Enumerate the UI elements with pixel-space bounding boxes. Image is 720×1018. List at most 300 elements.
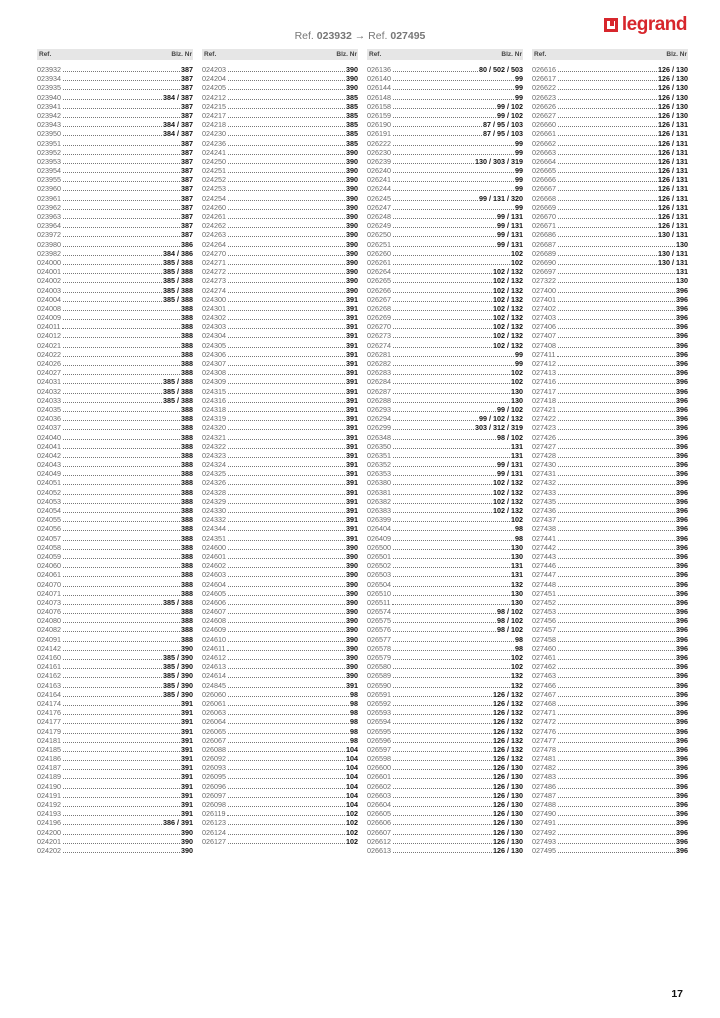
ref-number: 024604 (202, 579, 226, 589)
page-reference: 388 (181, 487, 193, 497)
page-reference: 396 (676, 404, 688, 414)
page-reference: 387 (181, 138, 193, 148)
page-reference: 102 / 132 (493, 294, 523, 304)
dot-leader (558, 347, 675, 348)
ref-number: 026351 (367, 450, 391, 460)
page-reference: 396 (676, 689, 688, 699)
page-reference: 396 (676, 496, 688, 506)
page-reference: 391 (346, 395, 358, 405)
index-row (367, 671, 523, 680)
dot-leader (228, 484, 345, 485)
dot-leader (228, 337, 345, 338)
dot-leader (228, 429, 345, 430)
index-row (367, 607, 523, 616)
index-row (37, 240, 193, 249)
index-row (37, 671, 193, 680)
ref-number: 027477 (532, 735, 556, 745)
index-row (37, 405, 193, 414)
ref-number: 026191 (367, 129, 391, 139)
page-reference: 98 / 102 (497, 625, 523, 635)
dot-leader (558, 576, 675, 577)
index-row (367, 451, 523, 460)
page-reference: 126 / 132 (493, 735, 523, 745)
page-reference: 391 (181, 790, 193, 800)
reference-range-header (0, 30, 720, 42)
dot-leader (558, 769, 675, 770)
index-row (37, 331, 193, 340)
index-row (202, 782, 358, 791)
page-reference: 99 / 131 (497, 460, 523, 470)
index-row (37, 800, 193, 809)
ref-number: 026593 (367, 708, 391, 718)
ref-number: 024187 (37, 763, 61, 773)
page-reference: 391 (346, 340, 358, 350)
index-row (37, 745, 193, 754)
page-reference: 396 (676, 423, 688, 433)
ref-number: 024191 (37, 790, 61, 800)
index-row (202, 837, 358, 846)
ref-number: 024252 (202, 175, 226, 185)
page-reference: 388 (181, 404, 193, 414)
page-reference: 98 (515, 524, 523, 534)
page-reference: 388 (181, 478, 193, 488)
page-reference: 391 (181, 735, 193, 745)
ref-number: 027437 (532, 515, 556, 525)
index-row (367, 331, 523, 340)
ref-number: 027447 (532, 570, 556, 580)
page-reference: 396 (676, 414, 688, 424)
page-reference: 388 (181, 607, 193, 617)
index-row (532, 837, 688, 846)
brand-name: legrand (621, 14, 687, 35)
ref-number: 024324 (202, 460, 226, 470)
dot-leader (228, 742, 349, 743)
ref-number: 024344 (202, 524, 226, 534)
ref-number: 027467 (532, 689, 556, 699)
ref-number: 026274 (367, 340, 391, 350)
dot-leader (393, 530, 514, 531)
ref-number: 024607 (202, 607, 226, 617)
page-reference: 99 / 102 (497, 404, 523, 414)
page-reference: 390 (346, 221, 358, 231)
ref-number: 026600 (367, 763, 391, 773)
index-row (202, 304, 358, 313)
page-reference: 385 (346, 101, 358, 111)
ref-number: 023972 (37, 230, 61, 240)
page-reference: 130 / 131 (658, 257, 688, 267)
ref-number: 024091 (37, 634, 61, 644)
index-row (202, 543, 358, 552)
dot-leader (393, 595, 510, 596)
ref-number: 023955 (37, 175, 61, 185)
dot-leader (63, 760, 180, 761)
ref-number: 024174 (37, 698, 61, 708)
index-row (37, 763, 193, 772)
page-reference: 126 / 130 (658, 65, 688, 74)
dot-leader (228, 668, 345, 669)
page-reference: 98 (350, 698, 358, 708)
index-row (367, 341, 523, 350)
index-row (37, 249, 193, 258)
index-row (202, 644, 358, 653)
dot-leader (558, 117, 657, 118)
ref-number: 024270 (202, 248, 226, 258)
page-reference: 390 (346, 671, 358, 681)
dot-leader (228, 641, 345, 642)
dot-leader (393, 108, 496, 109)
page-reference: 385 / 388 (163, 267, 193, 277)
index-row (37, 460, 193, 469)
dot-leader (393, 540, 514, 541)
dot-leader (558, 797, 675, 798)
index-row (37, 74, 193, 83)
page-reference: 385 / 390 (163, 680, 193, 690)
ref-number: 024606 (202, 597, 226, 607)
page-reference: 384 / 387 (163, 120, 193, 130)
index-row (37, 258, 193, 267)
dot-leader (558, 457, 675, 458)
dot-leader (63, 788, 180, 789)
ref-number: 026667 (532, 184, 556, 194)
ref-number: 026097 (202, 790, 226, 800)
page-reference: 396 (676, 662, 688, 672)
page-reference: 391 (181, 763, 193, 773)
ref-number: 026288 (367, 395, 391, 405)
index-row (37, 662, 193, 671)
page-reference: 102 / 132 (493, 506, 523, 515)
page-reference: 390 (346, 212, 358, 221)
index-row (367, 534, 523, 543)
page-reference: 390 (346, 230, 358, 240)
page-reference: 130 (511, 395, 523, 405)
page-reference: 391 (346, 450, 358, 460)
index-row (367, 644, 523, 653)
dot-leader (228, 145, 345, 146)
index-row (37, 368, 193, 377)
index-row (202, 580, 358, 589)
index-row (367, 368, 523, 377)
page-reference: 396 (676, 551, 688, 561)
index-row (367, 478, 523, 487)
page-reference: 396 (676, 542, 688, 552)
index-row (37, 65, 193, 74)
index-row (37, 708, 193, 717)
ref-number: 024320 (202, 423, 226, 433)
page-reference: 126 / 132 (493, 717, 523, 727)
ref-number: 026250 (367, 230, 391, 240)
ref-number: 026267 (367, 294, 391, 304)
page-reference: 98 / 102 (497, 432, 523, 442)
index-row (37, 635, 193, 644)
index-row (367, 570, 523, 579)
index-row (532, 230, 688, 239)
page-reference: 102 / 132 (493, 285, 523, 295)
index-row (367, 717, 523, 726)
ref-number: 023951 (37, 138, 61, 148)
page-reference: 396 (676, 818, 688, 828)
index-row (367, 139, 523, 148)
ref-number: 024057 (37, 533, 61, 543)
ref-number: 026595 (367, 726, 391, 736)
ref-number: 026404 (367, 524, 391, 534)
index-row (367, 837, 523, 846)
index-row (532, 120, 688, 129)
index-row (532, 93, 688, 102)
dot-leader (558, 172, 657, 173)
ref-number: 026268 (367, 303, 391, 313)
dot-leader (393, 576, 510, 577)
page-reference: 99 / 131 (497, 469, 523, 479)
page-reference: 388 (181, 496, 193, 506)
page-reference: 396 (676, 671, 688, 681)
dot-leader (63, 99, 162, 100)
index-row (532, 331, 688, 340)
index-row (367, 414, 523, 423)
index-row (202, 451, 358, 460)
page-reference: 396 (676, 395, 688, 405)
dot-leader (63, 475, 180, 476)
page-reference: 98 (350, 726, 358, 736)
page-reference: 102 (346, 836, 358, 846)
index-row (202, 350, 358, 359)
index-row (532, 166, 688, 175)
index-row (532, 818, 688, 827)
ref-number: 024307 (202, 359, 226, 368)
ref-number: 024610 (202, 634, 226, 644)
dot-leader (393, 769, 492, 770)
dot-leader (228, 310, 345, 311)
dot-leader (558, 687, 675, 688)
dot-leader (63, 218, 180, 219)
page-reference: 396 (676, 340, 688, 350)
dot-leader (228, 236, 345, 237)
page-reference: 126 / 130 (493, 845, 523, 855)
ref-number: 024032 (37, 386, 61, 396)
index-row (532, 745, 688, 754)
dot-leader (558, 255, 657, 256)
page-reference: 388 (181, 570, 193, 580)
page-reference: 98 (350, 735, 358, 745)
dot-leader (63, 540, 180, 541)
dot-leader (558, 503, 675, 504)
page-reference: 396 (676, 460, 688, 470)
ref-number: 023934 (37, 74, 61, 84)
index-row (37, 111, 193, 120)
dot-leader (393, 677, 510, 678)
index-row (367, 286, 523, 295)
ref-number: 024212 (202, 92, 226, 102)
dot-leader (558, 631, 675, 632)
header-ref: Ref. (204, 51, 217, 58)
index-column (202, 49, 358, 855)
dot-leader (558, 705, 675, 706)
ref-number: 027416 (532, 377, 556, 387)
dot-leader (228, 411, 345, 412)
ref-number: 026399 (367, 515, 391, 525)
index-row (532, 139, 688, 148)
dot-leader (393, 246, 496, 247)
dot-leader (393, 181, 514, 182)
dot-leader (63, 439, 180, 440)
index-row (202, 570, 358, 579)
dot-leader (558, 677, 675, 678)
dot-leader (63, 393, 162, 394)
dot-leader (63, 429, 180, 430)
page-reference: 126 / 130 (493, 800, 523, 809)
page-reference: 131 (511, 561, 523, 571)
page-reference: 390 (346, 202, 358, 212)
ref-number: 024845 (202, 680, 226, 690)
ref-number: 024035 (37, 404, 61, 414)
ref-number: 024041 (37, 441, 61, 451)
index-row (37, 451, 193, 460)
ref-number: 026064 (202, 717, 226, 727)
index-row (532, 727, 688, 736)
dot-leader (63, 604, 162, 605)
index-row (202, 662, 358, 671)
ref-number: 026689 (532, 248, 556, 258)
header-page: Blz. Nr (501, 51, 522, 58)
dot-leader (558, 71, 657, 72)
ref-number: 026660 (532, 120, 556, 130)
ref-number: 024602 (202, 561, 226, 571)
dot-leader (228, 402, 345, 403)
page-reference: 102 (511, 368, 523, 378)
index-row (367, 350, 523, 359)
dot-leader (558, 200, 657, 201)
dot-leader (558, 264, 657, 265)
index-row (532, 240, 688, 249)
dot-leader (393, 439, 496, 440)
page-reference: 391 (346, 506, 358, 515)
index-row (202, 166, 358, 175)
page-reference: 98 (515, 643, 523, 653)
page-reference: 130 / 131 (658, 230, 688, 240)
ref-number: 024251 (202, 166, 226, 176)
index-row (367, 754, 523, 763)
dot-leader (228, 769, 345, 770)
ref-number: 024196 (37, 818, 61, 828)
index-row (202, 607, 358, 616)
dot-leader (393, 549, 510, 550)
page-reference: 126 / 130 (658, 101, 688, 111)
page-reference: 390 (346, 561, 358, 571)
page-reference: 102 / 132 (493, 478, 523, 488)
ref-number: 024160 (37, 653, 61, 662)
index-row (202, 359, 358, 368)
dot-leader (393, 448, 510, 449)
ref-number: 024036 (37, 414, 61, 424)
index-row (532, 322, 688, 331)
ref-number: 024351 (202, 533, 226, 543)
ref-number: 024322 (202, 441, 226, 451)
index-row (37, 396, 193, 405)
index-row (202, 102, 358, 111)
ref-number: 024611 (202, 643, 226, 653)
page-reference: 390 (346, 285, 358, 295)
dot-leader (228, 797, 345, 798)
index-row (367, 258, 523, 267)
index-row (202, 488, 358, 497)
ref-number: 026148 (367, 92, 391, 102)
index-row (532, 690, 688, 699)
index-row (532, 763, 688, 772)
dot-leader (63, 494, 180, 495)
index-row (532, 129, 688, 138)
ref-number: 024321 (202, 432, 226, 442)
ref-number: 027443 (532, 551, 556, 561)
dot-leader (558, 650, 675, 651)
page-reference: 102 / 132 (493, 487, 523, 497)
dot-leader (558, 282, 675, 283)
page-reference: 388 (181, 303, 193, 313)
ref-number: 024181 (37, 735, 61, 745)
ref-number: 026266 (367, 285, 391, 295)
page-reference: 388 (181, 579, 193, 589)
index-row (367, 727, 523, 736)
page-reference: 391 (346, 533, 358, 543)
ref-number: 026239 (367, 156, 391, 166)
page-reference: 390 (181, 643, 193, 653)
dot-leader (558, 337, 675, 338)
ref-number: 024021 (37, 340, 61, 350)
dot-leader (63, 751, 180, 752)
dot-leader (393, 393, 510, 394)
page-reference: 87 / 95 / 103 (483, 120, 523, 130)
dot-leader (393, 80, 514, 81)
index-row (367, 846, 523, 855)
dot-leader (558, 163, 657, 164)
dot-leader (228, 154, 345, 155)
ref-number: 023932 (37, 65, 61, 74)
ref-number: 023940 (37, 92, 61, 102)
ref-number: 027492 (532, 827, 556, 837)
index-row (202, 460, 358, 469)
page-reference: 102 / 132 (493, 340, 523, 350)
page-reference: 391 (346, 404, 358, 414)
dot-leader (228, 218, 345, 219)
ref-number: 024031 (37, 377, 61, 387)
index-row (367, 74, 523, 83)
index-row (532, 451, 688, 460)
dot-leader (558, 540, 675, 541)
ref-number: 026260 (367, 248, 391, 258)
index-row (202, 194, 358, 203)
ref-number: 024060 (37, 561, 61, 571)
index-row (367, 194, 523, 203)
index-row (202, 276, 358, 285)
index-row (367, 212, 523, 221)
page-reference: 388 (181, 588, 193, 598)
column-header (37, 49, 193, 60)
page-reference: 390 (346, 156, 358, 166)
ref-number: 026144 (367, 83, 391, 93)
page-reference: 396 (676, 515, 688, 525)
dot-leader (558, 218, 657, 219)
page-reference: 396 (676, 726, 688, 736)
page-reference: 391 (346, 496, 358, 506)
page-reference: 99 (515, 202, 523, 212)
dot-leader (228, 530, 345, 531)
page-reference: 396 (676, 800, 688, 809)
dot-leader (63, 80, 180, 81)
index-row (367, 699, 523, 708)
index-row (37, 561, 193, 570)
index-row (37, 129, 193, 138)
dot-leader (558, 89, 657, 90)
ref-number: 026098 (202, 800, 226, 809)
page-reference: 396 (676, 634, 688, 644)
